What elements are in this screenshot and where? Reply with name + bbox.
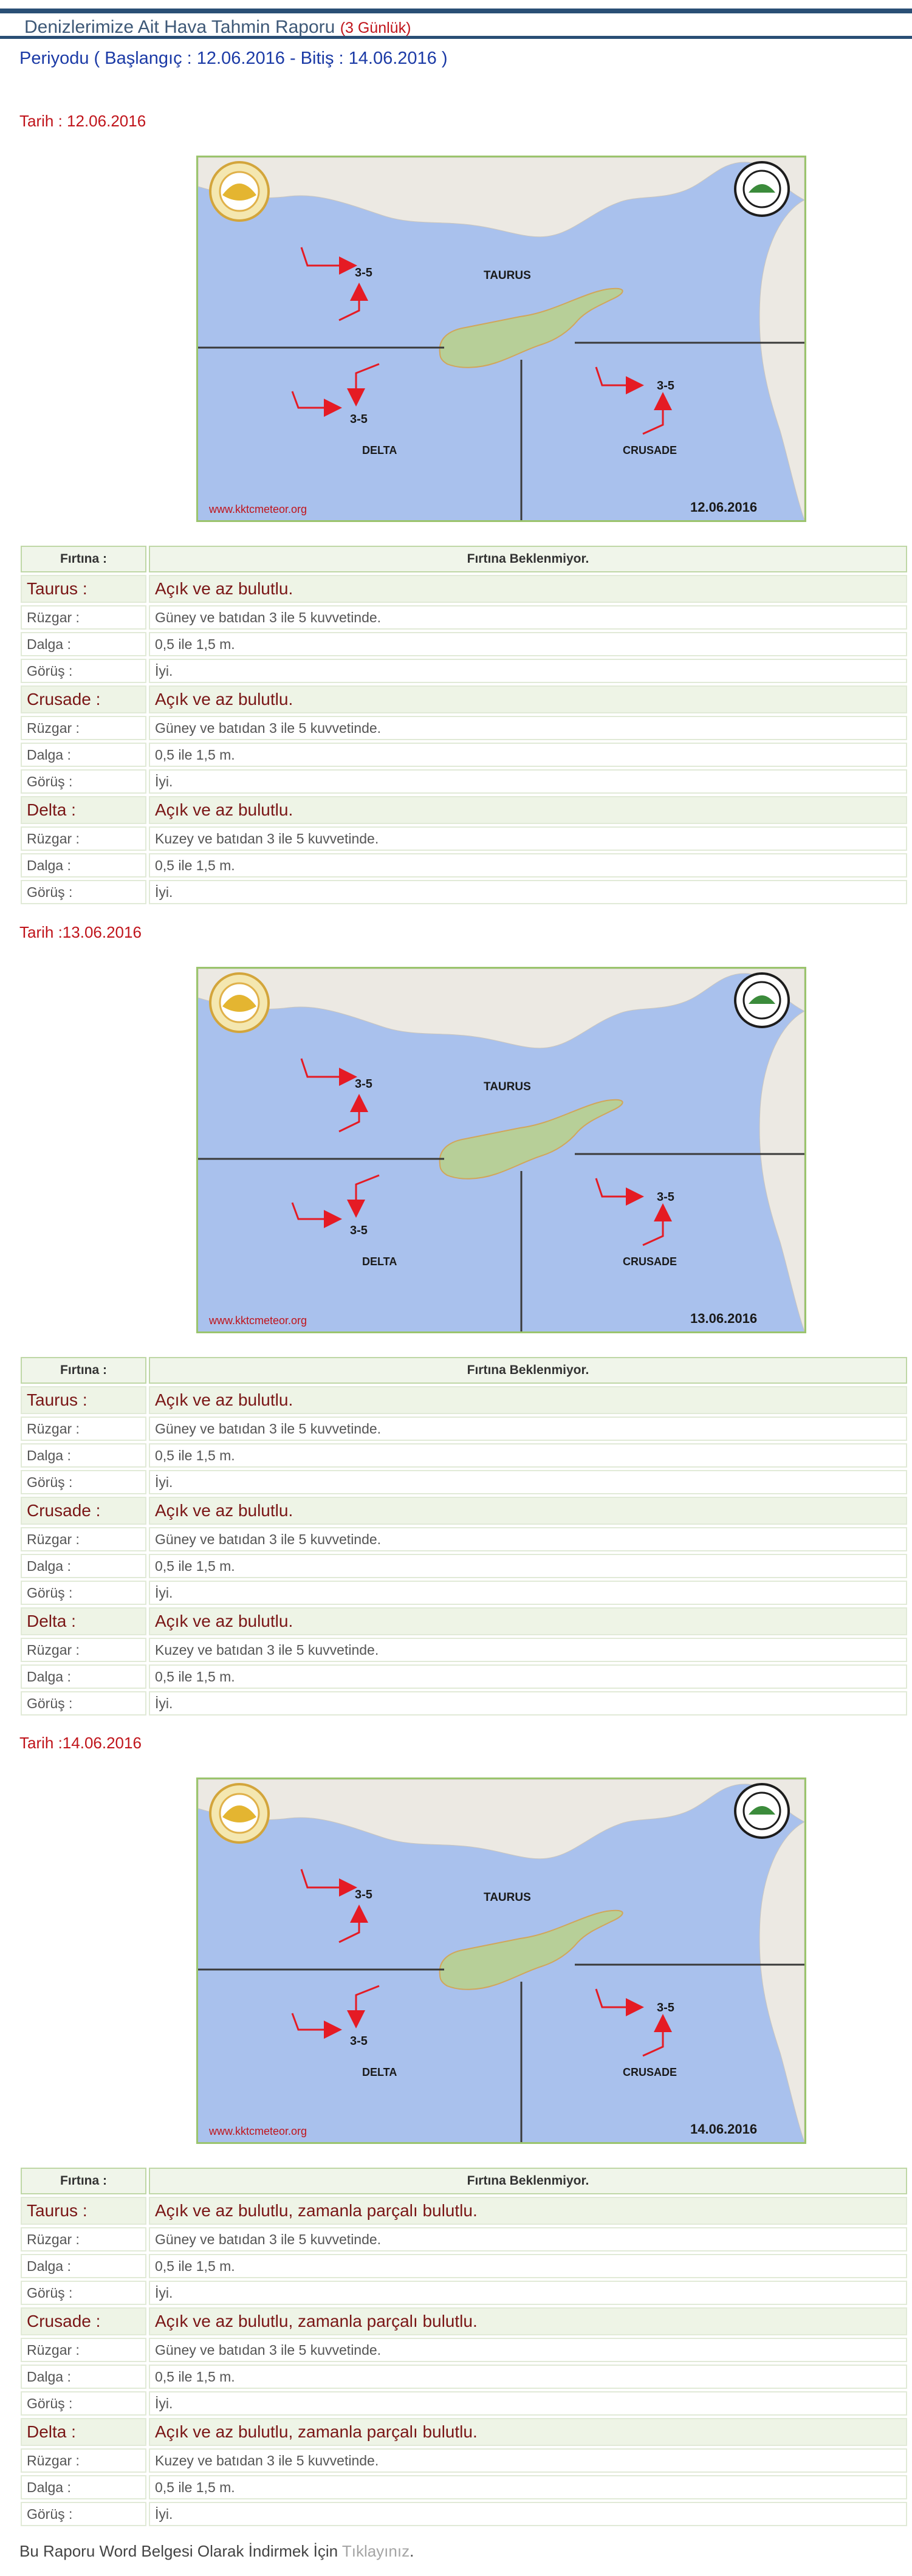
forecast-map <box>196 1777 806 2144</box>
map-label-north: TAURUS <box>484 1080 531 1093</box>
download-period: . <box>410 2542 414 2560</box>
wind-row-value: Güney ve batıdan 3 ile 5 kuvvetinde. <box>149 2227 907 2251</box>
wave-row-label: Dalga : <box>21 1443 146 1468</box>
wave-row-value: 0,5 ile 1,5 m. <box>149 1664 907 1689</box>
wind-row-value: Kuzey ve batıdan 3 ile 5 kuvvetinde. <box>149 826 907 851</box>
map-label-map_date: 12.06.2016 <box>690 500 758 515</box>
wave-row <box>21 2254 907 2278</box>
wind-row <box>21 2338 907 2362</box>
wave-row-value: 0,5 ile 1,5 m. <box>149 2475 907 2499</box>
region-row <box>21 796 907 824</box>
map-label-site: www.kktcmeteor.org <box>209 2125 307 2137</box>
forecast-map <box>196 967 806 1333</box>
visibility-row-value: İyi. <box>149 659 907 683</box>
wind-row-label: Rüzgar : <box>21 1527 146 1551</box>
visibility-row <box>21 2281 907 2305</box>
wave-row-label: Dalga : <box>21 2475 146 2499</box>
wind-row-value: Güney ve batıdan 3 ile 5 kuvvetinde. <box>149 1417 907 1441</box>
region-row-value: Açık ve az bulutlu, zamanla parçalı bulutlu. <box>149 2418 907 2446</box>
region-row-value: Açık ve az bulutlu. <box>149 1497 907 1525</box>
map-label-site: www.kktcmeteor.org <box>209 1314 307 1327</box>
forecast-date: Tarih : 12.06.2016 <box>19 112 146 130</box>
wave-row <box>21 632 907 656</box>
wave-row-value: 0,5 ile 1,5 m. <box>149 1443 907 1468</box>
wind-row-value: Güney ve batıdan 3 ile 5 kuvvetinde. <box>149 1527 907 1551</box>
visibility-row-value: İyi. <box>149 1470 907 1494</box>
storm-row-label: Fırtına : <box>21 1357 146 1384</box>
region-row-label: Taurus : <box>21 575 146 603</box>
visibility-row-value: İyi. <box>149 2391 907 2416</box>
region-row <box>21 1386 907 1414</box>
wave-row-value: 0,5 ile 1,5 m. <box>149 2365 907 2389</box>
wind-row <box>21 826 907 851</box>
region-row-value: Açık ve az bulutlu, zamanla parçalı bulutlu. <box>149 2197 907 2225</box>
region-row <box>21 575 907 603</box>
visibility-row-label: Görüş : <box>21 2391 146 2416</box>
visibility-row-label: Görüş : <box>21 1691 146 1716</box>
visibility-row-value: İyi. <box>149 2502 907 2526</box>
visibility-row-label: Görüş : <box>21 2502 146 2526</box>
storm-row <box>21 2168 907 2194</box>
forecast-date: Tarih :14.06.2016 <box>19 1734 142 1752</box>
wave-row-value: 0,5 ile 1,5 m. <box>149 632 907 656</box>
visibility-row <box>21 659 907 683</box>
region-row <box>21 2418 907 2446</box>
wind-row <box>21 2227 907 2251</box>
visibility-row <box>21 1470 907 1494</box>
wind-row <box>21 605 907 630</box>
visibility-row-value: İyi. <box>149 880 907 904</box>
wave-row-label: Dalga : <box>21 632 146 656</box>
visibility-row <box>21 2391 907 2416</box>
storm-row-value: Fırtına Beklenmiyor. <box>149 546 907 572</box>
wind-row <box>21 716 907 740</box>
forecast-table <box>18 1355 910 1718</box>
storm-row-label: Fırtına : <box>21 546 146 572</box>
storm-row-value: Fırtına Beklenmiyor. <box>149 1357 907 1384</box>
region-row-label: Taurus : <box>21 2197 146 2225</box>
region-row <box>21 1497 907 1525</box>
region-row-value: Açık ve az bulutlu, zamanla parçalı bulutlu. <box>149 2307 907 2335</box>
wind-row-label: Rüzgar : <box>21 1638 146 1662</box>
wave-row-label: Dalga : <box>21 2254 146 2278</box>
wind-row-value: Kuzey ve batıdan 3 ile 5 kuvvetinde. <box>149 1638 907 1662</box>
region-row-label: Delta : <box>21 2418 146 2446</box>
wind-row-label: Rüzgar : <box>21 2448 146 2473</box>
wave-row <box>21 2365 907 2389</box>
region-row <box>21 685 907 713</box>
visibility-row-value: İyi. <box>149 1581 907 1605</box>
map-label-range: 3-5 <box>355 1888 372 1901</box>
wind-row-value: Güney ve batıdan 3 ile 5 kuvvetinde. <box>149 716 907 740</box>
visibility-row <box>21 1691 907 1716</box>
map-label-southwest: DELTA <box>362 444 397 456</box>
map-label-range: 3-5 <box>350 1224 368 1237</box>
region-row <box>21 2307 907 2335</box>
wave-row-value: 0,5 ile 1,5 m. <box>149 743 907 767</box>
wind-row-value: Kuzey ve batıdan 3 ile 5 kuvvetinde. <box>149 2448 907 2473</box>
region-row-label: Delta : <box>21 796 146 824</box>
visibility-row <box>21 1581 907 1605</box>
map-label-range: 3-5 <box>657 2001 674 2014</box>
region-row-label: Crusade : <box>21 2307 146 2335</box>
wind-row <box>21 1527 907 1551</box>
visibility-row-value: İyi. <box>149 769 907 794</box>
wind-row <box>21 2448 907 2473</box>
wave-row <box>21 743 907 767</box>
wave-row <box>21 1443 907 1468</box>
map-label-map_date: 13.06.2016 <box>690 1311 758 1326</box>
wind-row-label: Rüzgar : <box>21 605 146 630</box>
wave-row-label: Dalga : <box>21 853 146 878</box>
visibility-row-value: İyi. <box>149 1691 907 1716</box>
wave-row <box>21 1554 907 1578</box>
wave-row <box>21 1664 907 1689</box>
wind-row-label: Rüzgar : <box>21 2227 146 2251</box>
wave-row <box>21 853 907 878</box>
region-row-label: Taurus : <box>21 1386 146 1414</box>
map-label-southeast: CRUSADE <box>623 2066 677 2078</box>
download-link[interactable]: Tıklayınız <box>341 2542 410 2560</box>
title-duration: (3 Günlük) <box>340 19 411 36</box>
page-header <box>0 16 912 39</box>
header-rule <box>0 9 912 13</box>
visibility-row-label: Görüş : <box>21 2281 146 2305</box>
region-row-label: Crusade : <box>21 685 146 713</box>
wave-row-label: Dalga : <box>21 1554 146 1578</box>
map-label-southwest: DELTA <box>362 2066 397 2078</box>
wave-row-value: 0,5 ile 1,5 m. <box>149 2254 907 2278</box>
wind-row-value: Güney ve batıdan 3 ile 5 kuvvetinde. <box>149 2338 907 2362</box>
visibility-row <box>21 769 907 794</box>
map-label-range: 3-5 <box>657 379 674 393</box>
region-row-value: Açık ve az bulutlu. <box>149 685 907 713</box>
download-text: Bu Raporu Word Belgesi Olarak İndirmek İçin <box>19 2542 338 2560</box>
map-label-southeast: CRUSADE <box>623 1255 677 1268</box>
wind-row-label: Rüzgar : <box>21 826 146 851</box>
storm-row <box>21 546 907 572</box>
wind-row <box>21 1417 907 1441</box>
storm-row-label: Fırtına : <box>21 2168 146 2194</box>
visibility-row <box>21 2502 907 2526</box>
forecast-table <box>18 2165 910 2529</box>
forecast-map <box>196 156 806 522</box>
visibility-row-label: Görüş : <box>21 880 146 904</box>
wave-row-value: 0,5 ile 1,5 m. <box>149 1554 907 1578</box>
map-label-north: TAURUS <box>484 1891 531 1904</box>
wind-row-label: Rüzgar : <box>21 2338 146 2362</box>
region-row-value: Açık ve az bulutlu. <box>149 796 907 824</box>
storm-row-value: Fırtına Beklenmiyor. <box>149 2168 907 2194</box>
wave-row-label: Dalga : <box>21 2365 146 2389</box>
map-label-range: 3-5 <box>355 1077 372 1091</box>
map-label-range: 3-5 <box>350 413 368 426</box>
region-row-value: Açık ve az bulutlu. <box>149 1607 907 1635</box>
region-row-value: Açık ve az bulutlu. <box>149 1386 907 1414</box>
download-note <box>19 2542 414 2561</box>
map-label-range: 3-5 <box>657 1190 674 1204</box>
wave-row-label: Dalga : <box>21 1664 146 1689</box>
visibility-row-label: Görüş : <box>21 1581 146 1605</box>
region-row-label: Delta : <box>21 1607 146 1635</box>
visibility-row <box>21 880 907 904</box>
region-row-label: Crusade : <box>21 1497 146 1525</box>
wave-row <box>21 2475 907 2499</box>
visibility-row-label: Görüş : <box>21 769 146 794</box>
map-label-north: TAURUS <box>484 269 531 282</box>
visibility-row-label: Görüş : <box>21 1470 146 1494</box>
region-row <box>21 1607 907 1635</box>
page-title: Denizlerimize Ait Hava Tahmin Raporu (3 Günlük) <box>24 17 411 37</box>
map-label-southeast: CRUSADE <box>623 444 677 456</box>
forecast-date: Tarih :13.06.2016 <box>19 923 142 941</box>
region-row-value: Açık ve az bulutlu. <box>149 575 907 603</box>
map-label-site: www.kktcmeteor.org <box>209 503 307 515</box>
storm-row <box>21 1357 907 1384</box>
visibility-row-label: Görüş : <box>21 659 146 683</box>
wind-row-label: Rüzgar : <box>21 716 146 740</box>
wave-row-value: 0,5 ile 1,5 m. <box>149 853 907 878</box>
period-range: Periyodu ( Başlangıç : 12.06.2016 - Bitiş : 14.06.2016 ) <box>19 49 448 68</box>
map-label-map_date: 14.06.2016 <box>690 2121 758 2137</box>
forecast-table <box>18 543 910 907</box>
wind-row <box>21 1638 907 1662</box>
map-label-southwest: DELTA <box>362 1255 397 1268</box>
wind-row-label: Rüzgar : <box>21 1417 146 1441</box>
map-label-range: 3-5 <box>350 2035 368 2048</box>
map-label-range: 3-5 <box>355 266 372 280</box>
wave-row-label: Dalga : <box>21 743 146 767</box>
visibility-row-value: İyi. <box>149 2281 907 2305</box>
wind-row-value: Güney ve batıdan 3 ile 5 kuvvetinde. <box>149 605 907 630</box>
region-row <box>21 2197 907 2225</box>
